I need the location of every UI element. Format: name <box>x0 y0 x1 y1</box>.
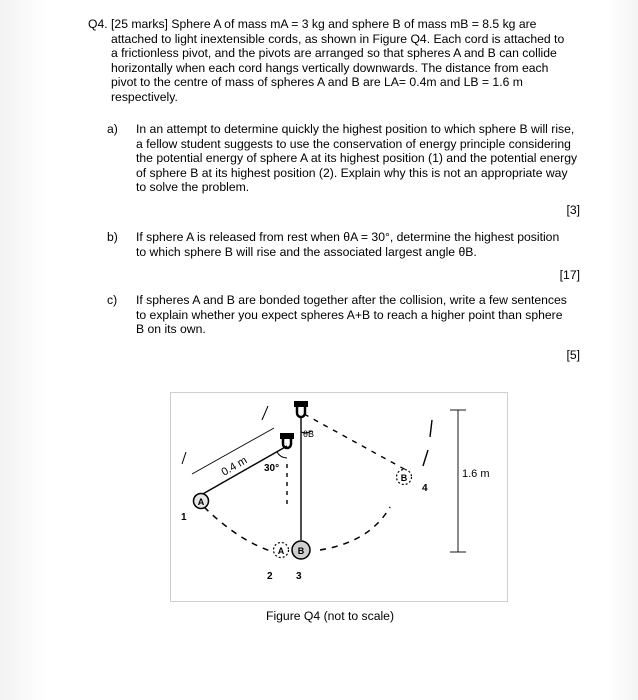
part-c-marks: [5] <box>566 348 580 362</box>
dimension-la-tick <box>262 406 268 420</box>
sphere-a-start-label: A <box>197 497 205 507</box>
path-b-dashed <box>320 507 390 550</box>
question-line: horizontally when each cord hangs vertically downwards. The distance from each <box>111 60 549 75</box>
part-b-label: b) <box>107 230 118 244</box>
part-a-label: a) <box>107 122 118 136</box>
part-b-line: to which sphere B will rise and the associated largest angle θB. <box>136 244 477 259</box>
figure-caption: Figure Q4 (not to scale) <box>266 609 395 623</box>
path-b-tick <box>430 420 432 437</box>
question-text <box>88 17 584 105</box>
part-a-marks: [3] <box>566 203 580 217</box>
angle-a-arc <box>277 452 287 458</box>
path-b-tick <box>423 450 428 466</box>
question-line: a frictionless pivot, and the pivots are arranged so that spheres A and B can collide <box>111 46 557 61</box>
cord-b-displaced-dashed <box>304 414 406 470</box>
part-b-text <box>136 230 584 259</box>
figure-frame <box>171 393 508 602</box>
page-edge-right <box>608 0 638 700</box>
label-lb: 1.6 m <box>462 468 490 480</box>
label-pos-3: 3 <box>296 571 302 582</box>
part-a-line: to solve the problem. <box>136 180 250 195</box>
dimension-la-tick <box>182 452 186 464</box>
question-line: pivot to the centre of mass of spheres A and B are LA= 0.4m and LB = 1.6 m <box>111 75 523 90</box>
page-edge-left <box>0 0 46 700</box>
question-line: attached to light inextensible cords, as shown in Figure Q4. Each cord is attached to <box>111 31 565 46</box>
label-pos-4: 4 <box>422 483 428 494</box>
label-pos-2: 2 <box>267 571 273 582</box>
part-c-line: If spheres A and B are bonded together after the collision, write a few sentences <box>136 293 567 307</box>
question-number: Q4. <box>88 17 108 31</box>
question-line: respectively. <box>111 89 178 104</box>
part-a-line: of sphere B at its highest position (2). Explain why this is not an appropriate way <box>136 165 568 180</box>
part-a-line: a fellow student suggests to use the conservation of energy principle considering <box>136 136 571 151</box>
label-angle-b: θB <box>303 429 315 439</box>
part-b-line: If sphere A is released from rest when θA = 30°, determine the highest position <box>136 230 560 244</box>
part-c-text <box>136 293 584 337</box>
label-angle-a: 30° <box>264 463 280 474</box>
part-c-label: c) <box>107 293 118 307</box>
figure-q4 <box>170 392 508 602</box>
question-line: [25 marks] Sphere A of mass mA = 3 kg and sphere B of mass mB = 8.5 kg are <box>111 17 537 31</box>
part-a-line: the potential energy of sphere A at its highest position (1) and the potential energy <box>136 151 578 166</box>
sphere-b-highest-label: B <box>400 473 408 483</box>
sphere-b-start-label: B <box>297 546 305 556</box>
pivot-a-icon <box>280 433 294 448</box>
part-a-text <box>136 122 584 195</box>
part-b-marks: [17] <box>559 268 580 282</box>
part-c-line: B on its own. <box>136 322 206 337</box>
part-c-line: to explain whether you expect spheres A+B to reach a higher point than sphere <box>136 307 563 322</box>
path-a-dashed <box>204 507 274 552</box>
sphere-a-collision-label: A <box>277 546 285 556</box>
part-a-line: In an attempt to determine quickly the highest position to which sphere B will rise, <box>136 122 575 136</box>
label-la: 0.4 m <box>219 454 250 479</box>
label-pos-1: 1 <box>181 512 187 523</box>
